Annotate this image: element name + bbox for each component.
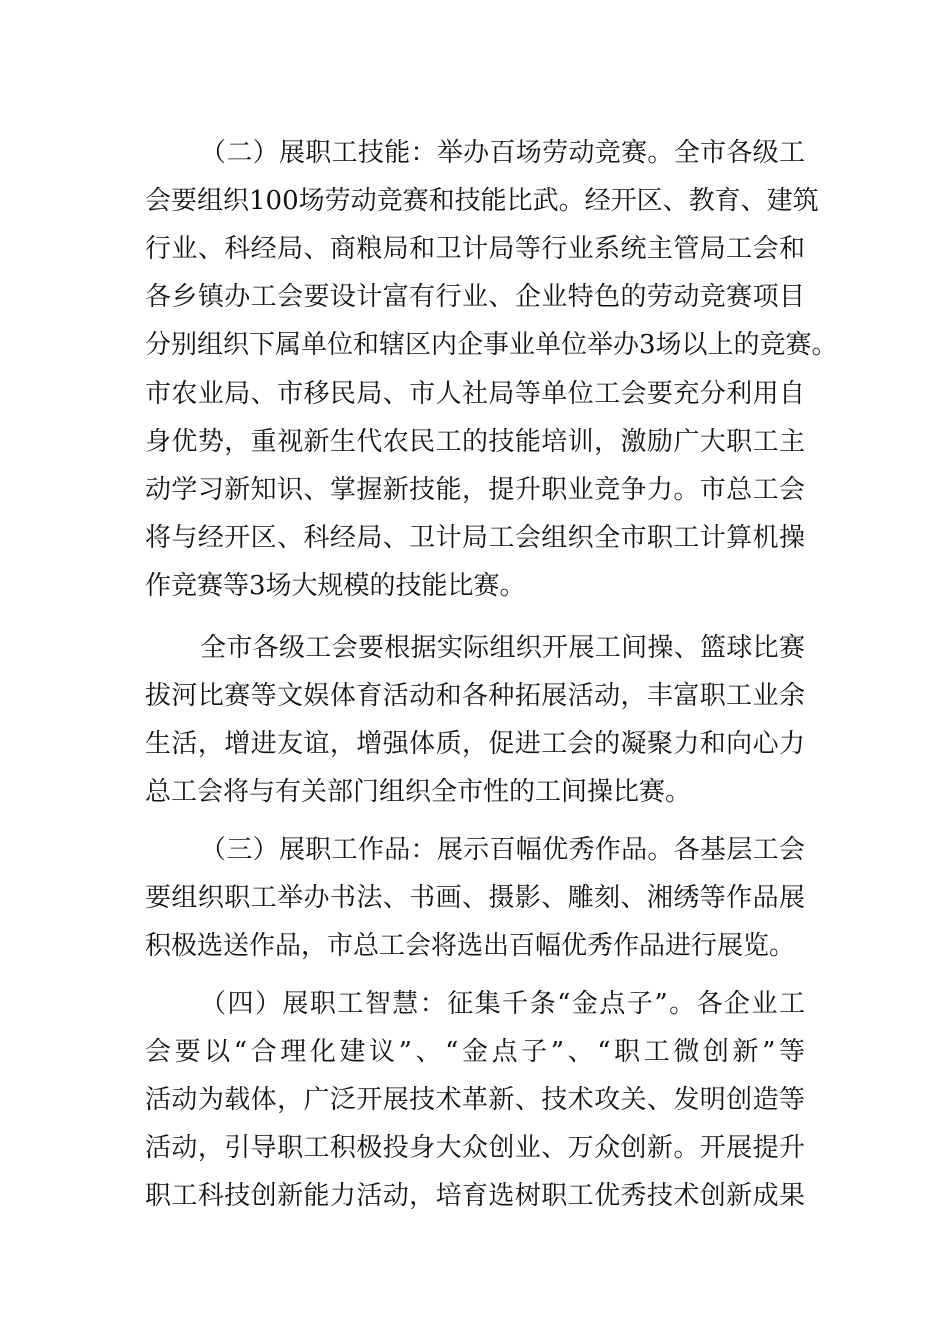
paragraph-line: 会要组织100场劳动竞赛和技能比武。经开区、教育、建筑 bbox=[145, 186, 819, 216]
paragraph-line: 积极选送作品，市总工会将选出百幅优秀作品进行展览。 bbox=[145, 931, 796, 961]
paragraph-line: 各乡镇办工会要设计富有行业、企业特色的劳动竞赛项目 bbox=[145, 282, 805, 312]
paragraph-line: 动学习新知识、掌握新技能，提升职业竞争力。市总工会 bbox=[145, 475, 805, 505]
paragraph-line: 活动为载体，广泛开展技术革新、技术攻关、发明创造等 bbox=[145, 1085, 805, 1115]
paragraph-line: 分别组织下属单位和辖区内企事业单位举办3场以上的竞赛。 bbox=[145, 330, 838, 360]
paragraph-line: 作竞赛等3场大规模的技能比赛。 bbox=[145, 571, 526, 601]
paragraph-line: （四）展职工智慧：征集千条“金点子”。各企业工 bbox=[200, 989, 805, 1019]
paragraph-line: 市农业局、市移民局、市人社局等单位工会要充分利用自 bbox=[145, 379, 805, 409]
paragraph-line: （二）展职工技能：举办百场劳动竞赛。全市各级工 bbox=[200, 138, 805, 168]
paragraph-line: 活动，引导职工积极投身大众创业、万众创新。开展提升 bbox=[145, 1133, 805, 1163]
paragraph-line: 生活，增进友谊，增强体质，促进工会的凝聚力和向心力 bbox=[145, 729, 805, 759]
paragraph-line: 拔河比赛等文娱体育活动和各种拓展活动，丰富职工业余 bbox=[145, 681, 805, 711]
paragraph-line: （三）展职工作品：展示百幅优秀作品。各基层工会 bbox=[200, 835, 805, 865]
paragraph-line: 总工会将与有关部门组织全市性的工间操比赛。 bbox=[145, 777, 692, 807]
paragraph-line: 会要以“合理化建议”、“金点子”、“职工微创新”等 bbox=[145, 1037, 805, 1067]
paragraph-line: 要组织职工举办书法、书画、摄影、雕刻、湘绣等作品展 bbox=[145, 883, 805, 913]
paragraph-line: 行业、科经局、商粮局和卫计局等行业系统主管局工会和 bbox=[145, 234, 805, 264]
paragraph-line: 身优势，重视新生代农民工的技能培训，激励广大职工主 bbox=[145, 427, 805, 457]
paragraph-line: 将与经开区、科经局、卫计局工会组织全市职工计算机操 bbox=[145, 523, 805, 553]
paragraph-line: 职工科技创新能力活动，培育选树职工优秀技术创新成果 bbox=[145, 1181, 805, 1211]
paragraph-line: 全市各级工会要根据实际组织开展工间操、篮球比赛 bbox=[200, 633, 805, 663]
